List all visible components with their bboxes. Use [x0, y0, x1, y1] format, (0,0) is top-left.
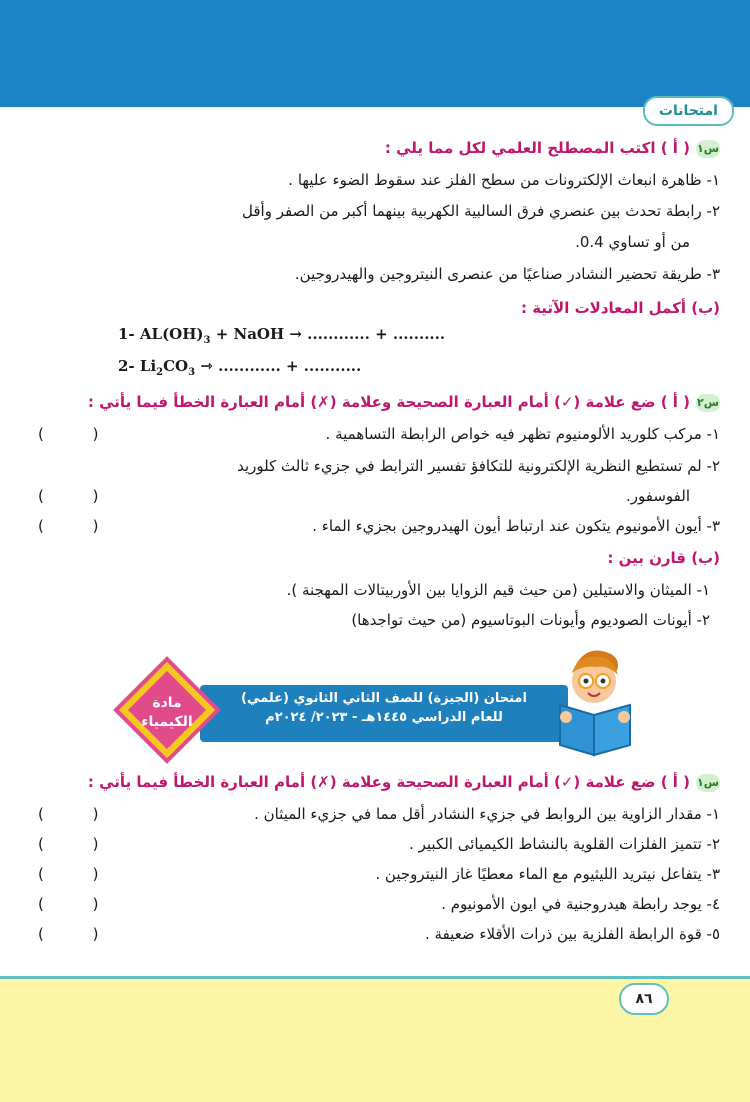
q1-item-1: ١- ظاهرة انبعاث الإلكترونات من سطح الفلز عند سقوط الضوء عليها .	[288, 171, 720, 189]
q2-item-2-cont: الفوسفور. ( )	[30, 483, 690, 509]
exam2-item-4: ٤- يوجد رابطة هيدروجنية في ايون الأمونيوم . ( )	[30, 891, 720, 917]
answer-paren: ( )	[38, 487, 121, 505]
subject-label-2: الكيمياء	[141, 714, 193, 730]
answer-paren: ( )	[38, 517, 121, 535]
q1-item-2: ٢- رابطة تحدث بين عنصري فرق السالبية الكهربية بينهما أكبر من الصفر وأقل	[242, 202, 720, 220]
exam2-item-3: ٣- يتفاعل نيتريد الليثيوم مع الماء معطيًا غاز النيتروجين . ( )	[30, 861, 720, 887]
q2-item-3: ٣- أيون الأمونيوم يتكون عند ارتباط أيون الهيدروجين بجزيء الماء . ( )	[30, 513, 720, 539]
subject-badge	[112, 655, 222, 765]
question-badge: س١	[696, 140, 720, 158]
q1-item-2-cont: من أو تساوي 0.4.	[575, 233, 690, 251]
q1-item-3: ٣- طريقة تحضير النشادر صناعيًا من عنصرى النيتروجين والهيدروجين.	[294, 265, 720, 283]
question-2-a-heading: س٢( أ ) ضع علامة (✓) أمام العبارة الصحيحة وعلامة (✗) أمام العبارة الخطأ فيما يأتي :	[87, 393, 719, 411]
exam2-item-2: ٢- تتميز الفلزات القلوية بالنشاط الكيميائى الكبير . ( )	[30, 831, 720, 857]
question-badge: س٢	[696, 394, 720, 412]
exam2-item-5: ٥- قوة الرابطة الفلزية بين ذرات الأقلاء ضعيفة . ( )	[30, 921, 720, 947]
exam-banner	[200, 685, 568, 742]
question-badge: س١	[696, 774, 720, 792]
footer-rule	[0, 976, 750, 979]
answer-paren: ( )	[38, 925, 121, 943]
question-1-b-heading: (ب) أكمل المعادلات الآتية :	[520, 299, 720, 317]
q2-item-2: ٢- لم تستطيع النظرية الإلكترونية للتكافؤ تفسير الترابط في جزيء ثالث كلوريد	[237, 457, 720, 475]
exam2-question-1-heading: س١( أ ) ضع علامة (✓) أمام العبارة الصحيحة وعلامة (✗) أمام العبارة الخطأ فيما يأتي :	[87, 773, 719, 791]
section-tab: امتحانات	[643, 96, 734, 126]
answer-paren: ( )	[38, 895, 121, 913]
equation-1: 1- $AL(OH)_3$ + NaOH → ............ + ..........	[118, 325, 446, 346]
compare-item-1: ١- الميثان والاستيلين (من حيث قيم الزوايا بين الأوربيتالات المهجنة ).	[286, 581, 710, 599]
exam2-item-1: ١- مقدار الزاوية بين الروابط في جزيء النشادر أقل مما في جزيء الميثان . ( )	[30, 801, 720, 827]
boy-reading-illustration	[552, 643, 637, 758]
banner-line-2: للعام الدراسي ١٤٤٥هـ - ٢٠٢٣/ ٢٠٢٤م	[265, 710, 503, 725]
page-number: ٨٦	[619, 983, 669, 1015]
question-1-a-heading: س١( أ ) اكتب المصطلح العلمي لكل مما يلي :	[384, 139, 719, 157]
top-header-band	[0, 0, 750, 107]
equation-2: 2- $Li_2CO_3$ ⇾ ............ + ...........	[118, 357, 362, 378]
answer-paren: ( )	[38, 805, 121, 823]
answer-paren: ( )	[38, 425, 121, 443]
q2-item-1: ١- مركب كلوريد الألومنيوم تظهر فيه خواص الرابطة التساهمية . ( )	[30, 421, 720, 447]
answer-paren: ( )	[38, 865, 121, 883]
answer-paren: ( )	[38, 835, 121, 853]
subject-label-1: مادة	[152, 695, 182, 711]
compare-item-2: ٢- أيونات الصوديوم وأيونات البوتاسيوم (من حيث تواجدها)	[351, 611, 710, 629]
banner-line-1: امتحان (الجيزة) للصف الثاني الثانوي (علمي)	[241, 691, 527, 706]
question-2-b-heading: (ب) قارن بين :	[607, 549, 720, 567]
